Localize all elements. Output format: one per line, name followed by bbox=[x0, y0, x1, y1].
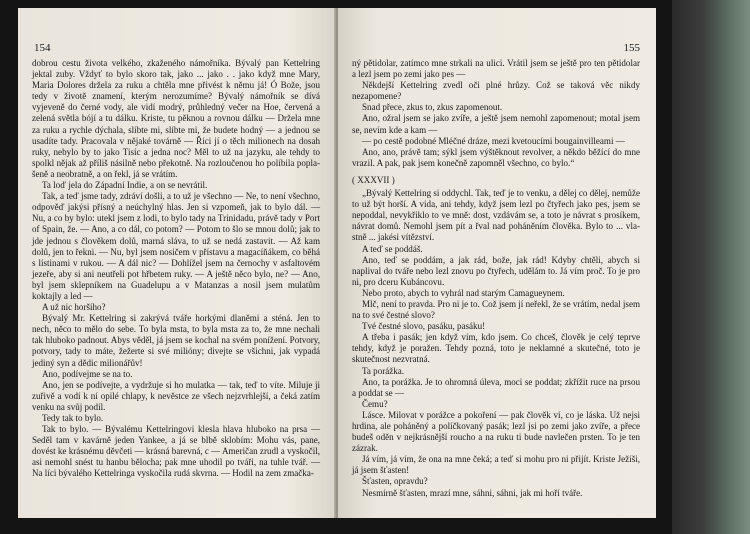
paragraph: Lásce. Milovat v porážce a pokoření — pak člověk ví, co je láska. Už nejsi hrdina, ale poháněný a políčkovaný pasák; lezl jsi po zemi jako zvíře, a přece budeš oděn v nejkrásnější roucho a na ruku ti bude navlečen prsten. To je ten zázrak. bbox=[352, 409, 640, 454]
page-number-right: 155 bbox=[623, 42, 640, 54]
left-page-text bbox=[32, 58, 320, 480]
paragraph: Čemu? bbox=[362, 398, 388, 409]
paragraph: Snad přece, zkus to, zkus zapomenout. bbox=[362, 102, 503, 113]
paragraph: A už nic horšího? bbox=[42, 302, 106, 313]
paragraph: dobrou cestu života velkého, zkaženého námořníka. Bývalý pan Kettelring jektal zuby. Vždyť to bylo skoro tak, jako ... jako . . jako když mne Mary, Maria Dolores držela za ruku a chtěla mne přivést k němu já! Ó Bože, jsou tedy v životě znamení, kterým nerozumíme? Bývalý námořník se dívá vyjeveně do černé vody, ale vidí modrý, průhledný večer na Hoe, červená a zelená světla bójí a tu dálku. Kriste, tu pěknou a rovnou dálku — Držela mne za ruku a rychle dýchala, slíbte mi, slíbte mi, že budete hodný — a jednou se usadíte tady. Pracovala v nějaké továrně — Říci jí o těch milionech na dosah ruky, nebylo by to jako Tisíc a jedna noc? Měl to už na jazyku, ale tehdy to spolkl nějak až příliš násilně nebo překotně. Na rozloučenou ho políbila poplašeně a neobratně, a on řekl, já se vrátím. bbox=[32, 58, 320, 179]
paragraph: ný pětidolar, zatímco mne strkali na ulici. Vrátil jsem se ještě pro ten pětidolar a lezl jsem po zemi jako pes — bbox=[352, 58, 640, 80]
paragraph: Tedy tak to bylo. bbox=[42, 413, 104, 423]
right-page bbox=[338, 8, 656, 518]
paragraph: Ta loď jela do Západní Indie, a on se nevrátil. bbox=[42, 180, 208, 191]
paragraph: A třeba i pasák; jen když vím, kdo jsem. Co chceš, člověk je celý teprve tehdy, když je poražen. Tehdy pozná, toto je neklamné a skutečné, toto je skutečnost nezvratná. bbox=[352, 332, 640, 365]
paragraph: Tvé čestné slovo, pasáku, pasáku! bbox=[362, 321, 486, 332]
paragraph: Někdejší Kettelring zvedl oči plné hrůzy. Což se taková věc nikdy nezapomene? bbox=[352, 80, 640, 102]
paragraph: Šťasten, opravdu? bbox=[362, 476, 428, 487]
paragraph: — po cestě podobné Mléčné dráze, mezi kvetoucími bougainvilleami — bbox=[362, 135, 625, 146]
paragraph: Tak to bylo. — Bývalému Kettelringovi klesla hlava hluboko na prsa — Seděl tam v kavárně jeden Yankee, a já se blbě sklobím: Mohu vás, pane, dovést ke krásnému děvčeti — krásná barevná, c — Američan zrudl a vyskočil, asi nemohl snést tu hanbu bělocha; pak mne uhodil po tváři, na tuhle tvář. — Na líci bývalého Kettelringa vyskočila rudá skvrna. — Hodil na zem zmačka- bbox=[32, 424, 320, 479]
paragraph: Ano, jen se podívejte, a vydržuje si ho mulatka — tak, teď to víte. Miluje ji zuřivě a vodí k ní opilé chlapy, k nevěstce ze všech nejzvrhlejší, a čeká zatím venku na svůj podíl. bbox=[32, 379, 320, 412]
left-page bbox=[18, 8, 336, 518]
paragraph: Ano, ano, právě tam; sýkl jsem výštěknout revolver, a někdo běžící do mne vrazil. A pak, pak jsem konečně zapomněl všechno, co bylo.“ bbox=[352, 146, 640, 168]
chapter-heading: ( XXXVII ) bbox=[352, 174, 395, 185]
paragraph: Ta porážka. bbox=[362, 365, 405, 376]
paragraph: Tak, a teď jsme tady, zdráví došli, a to už je všechno — Ne, to není všechno, odpověď jakýsi přísný a neúchylný hlas. Jen si vzpomeň, jak to bylo dál. — Nu, a co by bylo: utekl jsem z lodi, to bylo tady na Trinidadu, právě tady v Port of Spain, že. — Ano, a co dál, co potom? — Potom to šlo se mnou dolů; jak to jde jednou s člověkem dolů, marná sláva, to už se nedá zastavit. — Až kam dolů, jen to řekni. — Nu, byl jsem nosičem v přístavu a magacíňákem, co běhá s lístinami v rukou. — A dál nic? — Dohlížel jsem na černochy v asfaltovém jezeře, aby si ani neutřeli pot hřbetem ruky. — A ještě něco bylo, ne? — Ano, byl jsem sklepníkem na Guadelupu a v Matanzas a nosil jsem mulatům koktajly a led — bbox=[32, 191, 320, 301]
paragraph: „Bývalý Kettelring si oddychl. Tak, teď je to venku, a děleј co dělej, nemůže to už být horší. A vida, ani tehdy, když jsem lezl po čtyřech jako pes, jsem se nepoddal, nevykřiklo to ve mně: dost, vzdávám se, a toto je návrat s prosíkem, návrat domů. Nemohl jsem pít a řval nad poháněním člověka. Bylo to ... vlastně ... jakési vítězství. bbox=[352, 188, 640, 243]
paragraph: Ano, ta porážka. Je to ohromná úleva, moci se poddat; zkřížit ruce na prsou a poddat se — bbox=[352, 376, 640, 398]
paragraph: Ano, teď se poddám, a jak rád, bože, jak rád! Kdyby chtěli, abych si naplival do tváře nebo lezl znovu po čtyřech, udělám to. Já vím proč. To je pro ni, pro dceru Kubáncovu. bbox=[352, 254, 640, 287]
paragraph: Nesmírně šťasten, mrazí mne, sáhni, sáhni, jak mi hoří tváře. bbox=[362, 487, 583, 498]
right-page-text bbox=[352, 58, 640, 499]
paragraph: Nebo proto, abych to vyhrál nad starým Camagueynem. bbox=[362, 287, 565, 298]
page-number-left: 154 bbox=[34, 42, 51, 54]
paragraph: Já vím, já vím, že ona na mne čeká; a teď si mohu pro ni přijít. Kriste Ježíši, já jsem šťasten! bbox=[352, 454, 640, 476]
background-edge bbox=[672, 0, 750, 534]
paragraph: Ano, podívejme se na to. bbox=[42, 368, 133, 379]
paragraph: Ano, ožral jsem se jako zvíře, a ještě jsem nemohl zapomenout; motal jsem se, nevím kde a kam — bbox=[352, 113, 640, 135]
paragraph: Mlč, není to pravda. Pro ni je to. Což jsem jí neřekl, že se vrátím, nedal jsem na to své čestné slovo? bbox=[352, 298, 640, 321]
paragraph: Bývalý Mr. Kettelring si zakrývá tváře horkými dlaněmi a sténá. Jen to nech, něco to mělo do sebe. To byla msta, to byla msta za to, že mne nechali tak hluboko padnout. Abys věděl, já jsem se kochal na svém ponížení. Potvory, potvory, tady to máte, žežerte si své milióny; divejte se všichni, jak vypadá jediný syn a dědic milionářův! bbox=[32, 313, 320, 368]
paragraph: A teď se poddáš. bbox=[362, 243, 423, 254]
